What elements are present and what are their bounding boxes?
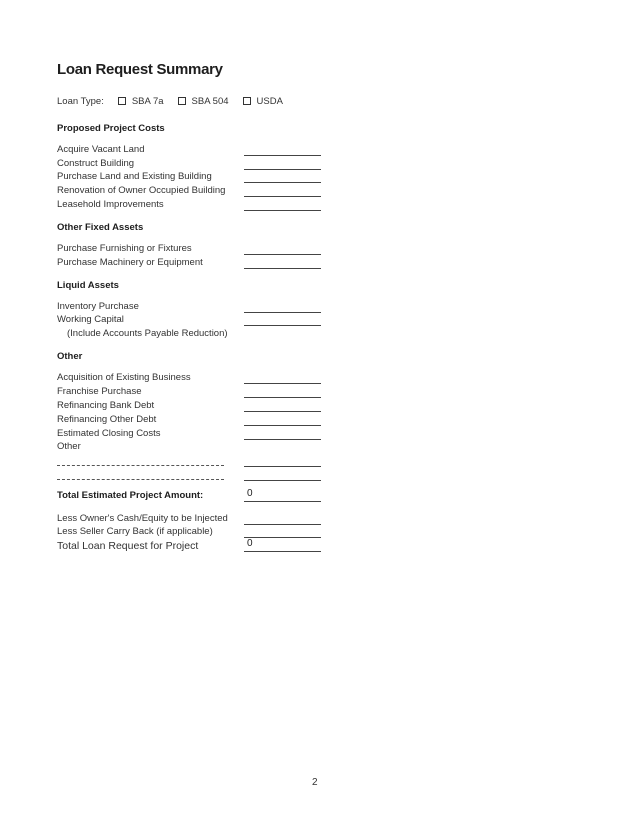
row-label: Refinancing Bank Debt	[57, 400, 155, 411]
row-total-project	[57, 490, 323, 503]
amount-field[interactable]	[244, 186, 321, 197]
total-loan-label: Total Loan Request for Project	[57, 540, 199, 552]
amount-field[interactable]	[244, 456, 321, 467]
sba7a-label: SBA 7a	[131, 95, 164, 107]
section-title-other: Other	[57, 351, 83, 362]
sba7a-checkbox[interactable]	[118, 97, 126, 105]
other-description-field[interactable]	[57, 479, 224, 480]
amount-field[interactable]	[244, 159, 321, 170]
row-note: (Include Accounts Payable Reduction)	[67, 328, 228, 339]
row-label: Working Capital	[57, 314, 124, 325]
amount-field[interactable]	[244, 258, 321, 269]
amount-field[interactable]	[244, 244, 321, 255]
amount-field[interactable]	[244, 415, 321, 426]
total-project-value: 0	[247, 488, 253, 499]
amount-field[interactable]	[244, 315, 321, 326]
section-title-fixed: Other Fixed Assets	[57, 222, 144, 233]
section-title-proposed: Proposed Project Costs	[57, 123, 165, 134]
row-owner-equity	[57, 513, 323, 526]
row-label: Less Seller Carry Back (if applicable)	[57, 526, 213, 537]
amount-field[interactable]	[244, 373, 321, 384]
row-construct-building	[57, 158, 323, 171]
row-label: Inventory Purchase	[57, 301, 139, 312]
row-furnishing	[57, 243, 323, 256]
row-inventory	[57, 301, 323, 314]
row-refi-other	[57, 414, 323, 427]
page-title: Loan Request Summary	[57, 61, 223, 78]
row-label: Acquire Vacant Land	[57, 144, 145, 155]
row-other	[57, 441, 323, 454]
amount-field[interactable]	[244, 145, 321, 156]
row-acquire-vacant-land	[57, 144, 323, 157]
row-working-capital-note	[57, 328, 323, 341]
other-description-field[interactable]	[57, 465, 224, 466]
row-label: Franchise Purchase	[57, 386, 142, 397]
amount-field[interactable]	[244, 527, 321, 538]
sba504-checkbox[interactable]	[178, 97, 186, 105]
row-label: Estimated Closing Costs	[57, 428, 161, 439]
row-label: Purchase Furnishing or Fixtures	[57, 243, 192, 254]
row-working-capital	[57, 314, 323, 327]
row-label: Purchase Land and Existing Building	[57, 171, 212, 182]
loan-type-row	[57, 94, 297, 108]
row-label: Less Owner's Cash/Equity to be Injected	[57, 513, 228, 524]
usda-checkbox[interactable]	[243, 97, 251, 105]
loan-type-option-sba7a[interactable]	[118, 96, 164, 107]
row-other-blank-2	[57, 469, 323, 482]
amount-field[interactable]	[244, 401, 321, 412]
row-label: Purchase Machinery or Equipment	[57, 257, 203, 268]
row-label: Leasehold Improvements	[57, 199, 164, 210]
row-leasehold	[57, 199, 323, 212]
total-loan-field[interactable]	[244, 538, 321, 552]
loan-type-label: Loan Type:	[57, 95, 104, 107]
row-purchase-land-building	[57, 171, 323, 184]
row-other-blank-1	[57, 455, 323, 468]
page-number: 2	[312, 777, 318, 788]
row-refi-bank	[57, 400, 323, 413]
row-seller-carry	[57, 526, 323, 539]
row-label: Construct Building	[57, 158, 135, 169]
usda-label: USDA	[256, 95, 283, 107]
total-project-field[interactable]	[244, 488, 321, 502]
row-label: Renovation of Owner Occupied Building	[57, 185, 226, 196]
amount-field[interactable]	[244, 387, 321, 398]
total-loan-value: 0	[247, 538, 253, 549]
row-label: Acquisition of Existing Business	[57, 372, 191, 383]
row-franchise	[57, 386, 323, 399]
amount-field[interactable]	[244, 514, 321, 525]
row-total-loan	[57, 540, 323, 553]
row-renovation	[57, 185, 323, 198]
loan-type-option-usda[interactable]	[243, 96, 283, 107]
section-title-liquid: Liquid Assets	[57, 280, 119, 291]
row-label: Other	[57, 441, 81, 452]
row-acquisition	[57, 372, 323, 385]
amount-field[interactable]	[244, 429, 321, 440]
row-machinery	[57, 257, 323, 270]
loan-type-option-sba504[interactable]	[178, 96, 229, 107]
amount-field[interactable]	[244, 302, 321, 313]
amount-field[interactable]	[244, 172, 321, 183]
amount-field[interactable]	[244, 200, 321, 211]
sba504-label: SBA 504	[191, 95, 229, 107]
total-project-label: Total Estimated Project Amount:	[57, 490, 204, 501]
row-label: Refinancing Other Debt	[57, 414, 157, 425]
row-closing-costs	[57, 428, 323, 441]
amount-field[interactable]	[244, 470, 321, 481]
